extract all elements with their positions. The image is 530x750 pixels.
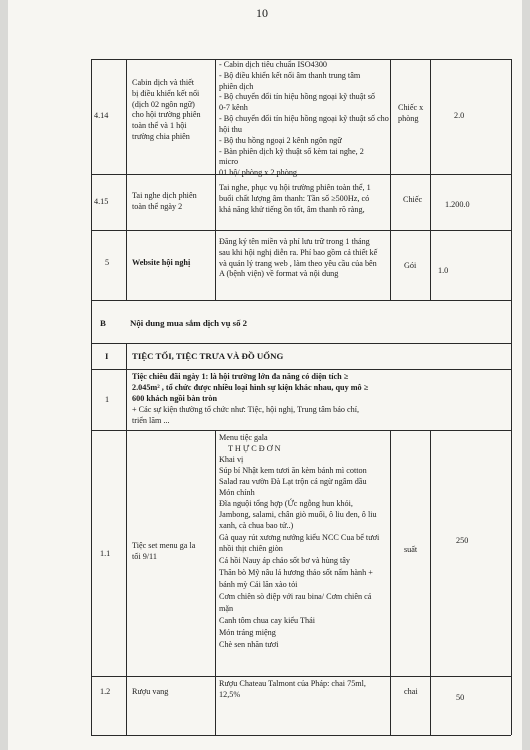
menu-line: Jambong, salami, chân giò muối, ô liu đen, ô liu xyxy=(219,510,377,519)
item-description: - Cabin dịch tiêu chuẩn ISO4300 - Bộ điều khiển kết nối âm thanh trung tâm phiên dịch - Bộ chuyển đổi tín hiệu hồng ngoại kỹ thuật số 0-7 kênh - Bộ chuyển đổi tín hiệu hồng ngoại kỹ thuật số cho hội thu - Bộ thu hồng ngoại 2 kênh ngôn ngữ - Bàn phiên dịch kỹ thuật số kèm tai nghe, 2 micro 01 bộ/ phòng x 2 phòng xyxy=(219,60,389,178)
menu-line: Cá hồi Nauy áp chảo sốt bơ và hùng tây xyxy=(219,556,350,565)
table-left-border xyxy=(91,59,92,735)
menu-line: bánh mỳ Cái lăn xào tỏi xyxy=(219,580,298,589)
menu-line: mặn xyxy=(219,604,234,613)
item-description: Đăng ký tên miền và phí lưu trữ trong 1 tháng sau khi hội nghị diễn ra. Phí bao gồm cả thiết kế và quản lý trang web , làm theo yêu cầu của bên A (bệnh viện) về format và nội dung xyxy=(219,237,378,279)
row-divider xyxy=(91,343,511,344)
row-number: 4.14 xyxy=(94,111,109,120)
item-name: Website hội nghị xyxy=(132,258,191,267)
row-divider xyxy=(91,369,511,370)
menu-line: nhồi thịt chiên giòn xyxy=(219,544,283,553)
item-unit: suất xyxy=(404,545,418,554)
column-divider xyxy=(215,430,216,735)
row-number: 1 xyxy=(105,395,110,404)
section-code: B xyxy=(100,318,106,328)
item-name: Cabin dịch và thiết bị điều khiển kết nối (dịch 02 ngôn ngữ) cho hội trường phiên toàn thể và 1 hội trường chia phiên xyxy=(132,78,201,142)
row-number: 5 xyxy=(105,258,110,267)
item-name: Tai nghe dịch phiên toàn thể ngày 2 xyxy=(132,191,197,211)
section-title: TIỆC TỐI, TIỆC TRƯA VÀ ĐỒ UỐNG xyxy=(132,351,284,361)
row-divider xyxy=(91,430,511,431)
item-unit: chai xyxy=(404,687,418,696)
row-divider xyxy=(91,676,511,677)
item-unit: Gói xyxy=(404,261,417,270)
item-name: Rượu vang xyxy=(132,687,169,696)
menu-line: Thăn bò Mỹ nâu lá hương thảo sốt nấm hành + xyxy=(219,568,373,577)
item-description: Tai nghe, phục vụ hội trường phiên toàn thể, 1 buổi chất lượng âm thanh: Tần số ≥500Hz, có khả năng khử tiếng ồn tốt, âm thanh rõ ràng, xyxy=(219,183,371,214)
section-title: Nội dung mua sắm dịch vụ số 2 xyxy=(130,318,248,328)
document-page xyxy=(8,0,522,750)
item-quantity: 1.0 xyxy=(438,266,449,275)
row-number: 1.2 xyxy=(100,687,111,696)
item-quantity: 50 xyxy=(456,693,465,702)
column-divider xyxy=(430,59,431,300)
item-quantity: 1.200.0 xyxy=(445,200,470,209)
menu-line: Món tráng miệng xyxy=(219,628,276,637)
item-unit: Chiếc x phòng xyxy=(398,103,424,123)
menu-line: T H Ự C Đ Ơ N xyxy=(228,444,281,453)
menu-line: Món chính xyxy=(219,488,255,497)
menu-line: Cơm chiên sò điệp với rau bina/ Cơm chiên cá xyxy=(219,592,372,601)
menu-line: xanh, cà chua bao tử..) xyxy=(219,521,294,530)
row-divider xyxy=(91,300,511,301)
table-right-border xyxy=(511,59,512,735)
item-unit: Chiếc xyxy=(403,195,423,204)
column-divider xyxy=(430,430,431,735)
item-description: Rượu Chateau Talmont của Pháp: chai 75ml, 12,5% xyxy=(219,679,366,699)
menu-line: Gà quay rút xương nướng kiểu NCC Cua bể tươi xyxy=(219,533,380,542)
item-name: Tiệc set menu ga la tối 9/11 xyxy=(132,541,196,561)
column-divider xyxy=(126,369,127,735)
menu-line: Canh tôm chua cay kiểu Thái xyxy=(219,616,316,625)
table-bottom-border xyxy=(91,735,511,736)
row-number: 4.15 xyxy=(94,197,109,206)
column-divider xyxy=(126,343,127,369)
row-number: 1.1 xyxy=(100,549,111,558)
column-divider xyxy=(126,59,127,300)
row-divider xyxy=(91,230,511,231)
item-quantity: 250 xyxy=(456,536,469,545)
menu-line: Chè sen nhãn tươi xyxy=(219,640,279,649)
section-code: I xyxy=(105,351,109,361)
menu-line: Menu tiệc gala xyxy=(219,433,268,442)
banquet-note: + Các sự kiện thường tổ chức như: Tiệc, hội nghị, Trung tâm báo chí, triển lãm ... xyxy=(132,405,360,425)
column-divider xyxy=(390,59,391,300)
page-number: 10 xyxy=(256,6,268,20)
banquet-title: Tiệc chiêu đãi ngày 1: là hội trường lớn đa năng có diện tích ≥ 2.045m² , tổ chức được nhiều loại hình sự kiện khác nhau, quy mô ≥ 600 khách ngồi bàn tròn xyxy=(132,372,369,403)
column-divider xyxy=(390,430,391,735)
menu-line: Salad rau vườn Đà Lạt trộn cá ngừ ngâm dầu xyxy=(219,477,367,486)
column-divider xyxy=(215,59,216,300)
menu-line: Khai vị xyxy=(219,455,244,464)
item-quantity: 2.0 xyxy=(454,111,465,120)
menu-line: Súp bí Nhật kem tươi ăn kèm bánh mì cotton xyxy=(219,466,367,475)
menu-line: Đĩa nguội tổng hợp (Ức ngỗng hun khói, xyxy=(219,499,353,508)
